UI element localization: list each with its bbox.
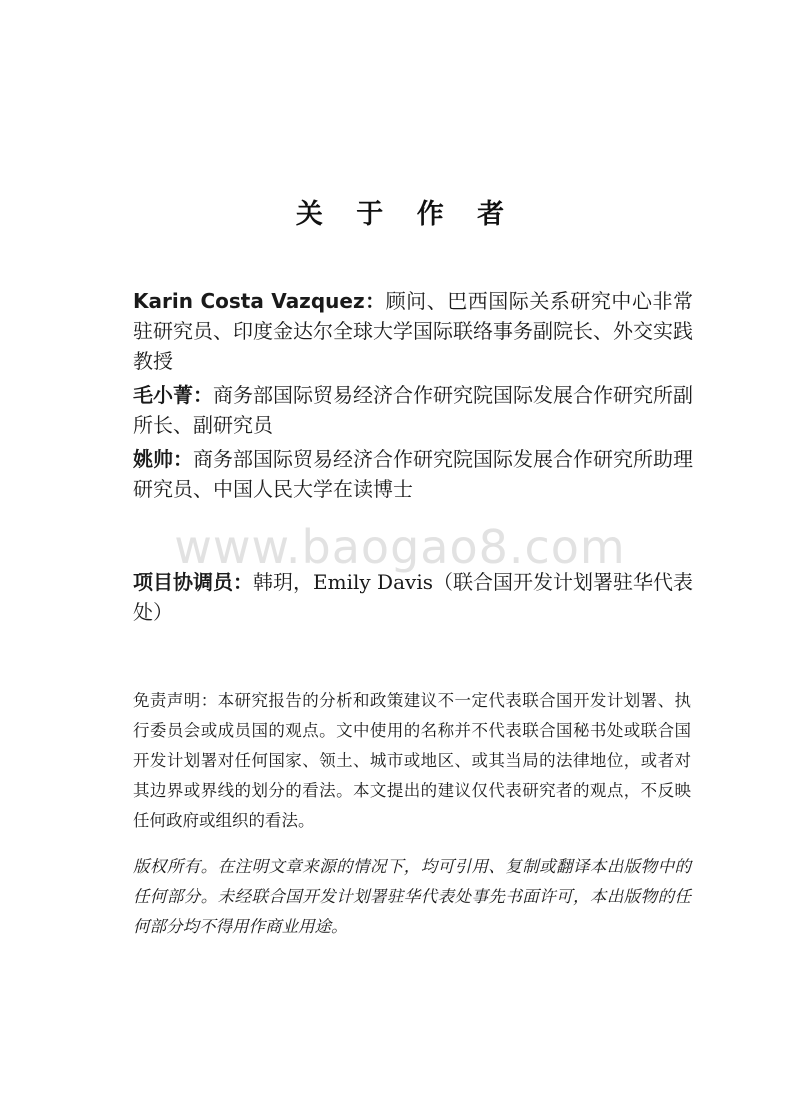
author-entry [133,444,693,504]
author-description: 顾问、巴西国际关系研究中心非常驻研究员、印度金达尔全球大学国际联络事务副院长、外交实践教授 [133,289,693,373]
project-coordinator [133,567,693,627]
page-title: 关 于 作 者 [295,199,517,230]
author-list [133,286,693,508]
coordinator-label: 项目协调员： [133,570,254,594]
coordinator-text: 韩玥，Emily Davis（联合国开发计划署驻华代表处） [133,570,694,624]
disclaimer-paragraph: 免责声明：本研究报告的分析和政策建议不一定代表联合国开发计划署、执行委员会或成员国的观点。文中使用的名称并不代表联合国秘书处或联合国开发计划署对任何国家、领土、城市或地区、或其当局的法律地位，或者对其边界或界线的划分的看法。本文提出的建议仅代表研究者的观点，不反映任何政府或组织的看法。 [133,691,691,830]
author-entry [133,380,693,440]
author-description: 商务部国际贸易经济合作研究院国际发展合作研究所副所长、副研究员 [133,383,693,437]
author-entry [133,286,693,376]
copyright-paragraph: 版权所有。在注明文章来源的情况下，均可引用、复制或翻译本出版物中的任何部分。未经联合国开发计划署驻华代表处事先书面许可，本出版物的任何部分均不得用作商业用途。 [133,857,691,936]
author-name: 毛小菁： [133,383,213,407]
watermark: www.baogao8.com [174,520,626,574]
author-name: 姚帅： [133,447,193,471]
author-name: Karin Costa Vazquez： [133,289,386,313]
author-description: 商务部国际贸易经济合作研究院国际发展合作研究所助理研究员、中国人民大学在读博士 [133,447,693,501]
